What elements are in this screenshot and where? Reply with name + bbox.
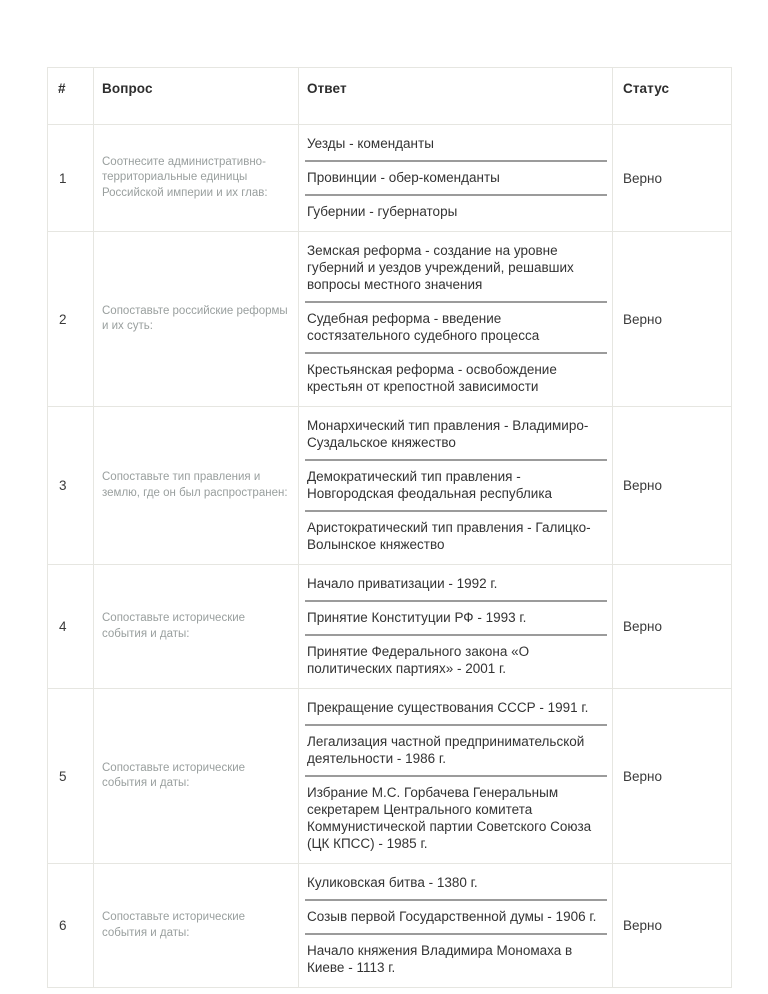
question-text: Сопоставьте исторические события и даты: — [94, 565, 299, 689]
header-status: Статус — [613, 68, 732, 125]
row-number: 4 — [48, 565, 94, 689]
answer-item: Избрание М.С. Горбачева Генеральным секретарем Центрального комитета Коммунистической партии Советского Союза (ЦК КПСС) - 1985 г. — [305, 775, 607, 860]
answers-cell — [299, 689, 613, 864]
table-row — [48, 864, 732, 988]
table-row — [48, 125, 732, 232]
answer-item: Начало княжения Владимира Мономаха в Киеве - 1113 г. — [305, 933, 607, 984]
answer-item: Принятие Конституции РФ - 1993 г. — [305, 600, 607, 634]
header-number: # — [48, 68, 94, 125]
table-row — [48, 232, 732, 407]
table-body — [48, 125, 732, 988]
answer-item: Провинции - обер-коменданты — [305, 160, 607, 194]
answer-item: Легализация частной предпринимательской деятельности - 1986 г. — [305, 724, 607, 775]
status-label: Верно — [613, 232, 732, 407]
table-row — [48, 407, 732, 565]
question-text: Сопоставьте исторические события и даты: — [94, 864, 299, 988]
header-question: Вопрос — [94, 68, 299, 125]
answer-item: Губернии - губернаторы — [305, 194, 607, 228]
row-number: 1 — [48, 125, 94, 232]
answer-item: Принятие Федерального закона «О политических партиях» - 2001 г. — [305, 634, 607, 685]
answer-item: Куликовская битва - 1380 г. — [307, 875, 478, 890]
answer-item: Земская реформа - создание на уровне губерний и уездов учреждений, решавших вопросы местного значения — [307, 243, 574, 292]
answers-cell — [299, 125, 613, 232]
answer-item: Демократический тип правления - Новгородская феодальная республика — [305, 459, 607, 510]
header-answer: Ответ — [299, 68, 613, 125]
answers-cell — [299, 407, 613, 565]
table-row — [48, 565, 732, 689]
answer-item: Созыв первой Государственной думы - 1906 г. — [305, 899, 607, 933]
row-number: 2 — [48, 232, 94, 407]
question-text: Сопоставьте тип правления и землю, где он был распространен: — [94, 407, 299, 565]
table-header — [48, 68, 732, 125]
answer-item: Крестьянская реформа - освобождение крестьян от крепостной зависимости — [305, 352, 607, 403]
answer-item: Монархический тип правления - Владимиро-Суздальское княжество — [307, 418, 589, 450]
table-row — [48, 689, 732, 864]
status-label: Верно — [613, 565, 732, 689]
quiz-results-table — [47, 67, 732, 988]
answer-item: Начало приватизации - 1992 г. — [307, 576, 498, 591]
status-label: Верно — [613, 689, 732, 864]
question-text: Сопоставьте российские реформы и их суть: — [94, 232, 299, 407]
answer-item: Судебная реформа - введение состязательного судебного процесса — [305, 301, 607, 352]
answer-item: Аристократический тип правления - Галицко-Волынское княжество — [305, 510, 607, 561]
row-number: 6 — [48, 864, 94, 988]
answer-item: Прекращение существования СССР - 1991 г. — [307, 700, 589, 715]
row-number: 3 — [48, 407, 94, 565]
question-text: Соотнесите административно-территориальные единицы Российской империи и их глав: — [94, 125, 299, 232]
status-label: Верно — [613, 125, 732, 232]
status-label: Верно — [613, 407, 732, 565]
answers-cell — [299, 565, 613, 689]
question-text: Сопоставьте исторические события и даты: — [94, 689, 299, 864]
answers-cell — [299, 864, 613, 988]
answer-item: Уезды - коменданты — [307, 136, 434, 151]
header-row — [48, 68, 732, 125]
answers-cell — [299, 232, 613, 407]
status-label: Верно — [613, 864, 732, 988]
row-number: 5 — [48, 689, 94, 864]
